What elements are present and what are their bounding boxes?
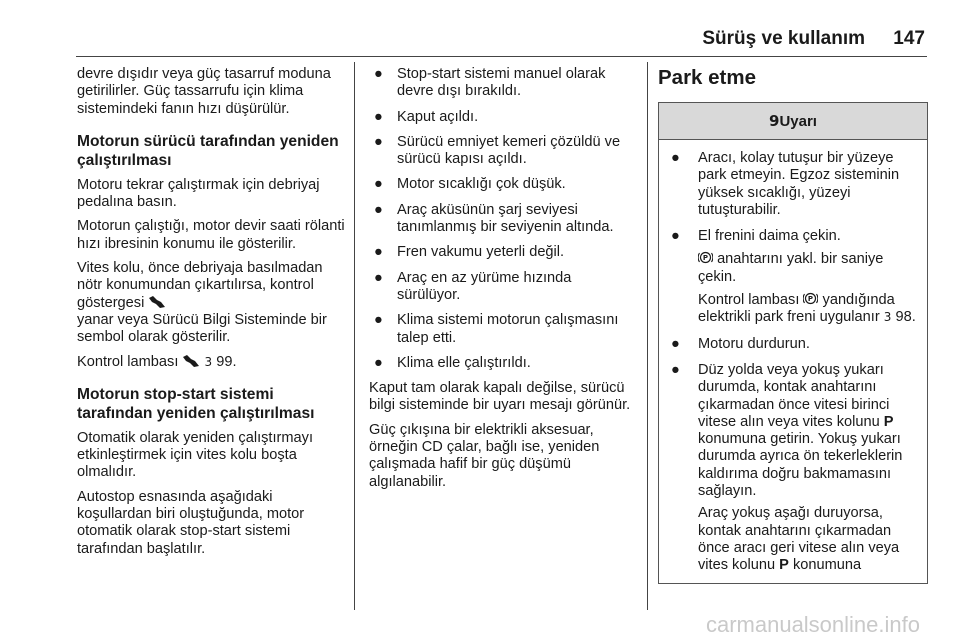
gear-p-label: P: [883, 413, 894, 430]
autostop-indicator-icon: [182, 354, 200, 368]
warning-label: Uyarı: [779, 113, 817, 130]
bullet: ●: [374, 269, 383, 286]
paragraph: Otomatik olarak yeniden çalıştırmayı etkinleştirmek için vites kolu boşta olmalıdır.: [77, 429, 314, 481]
sub-text: anahtarını yakl. bir saniye çekin.: [698, 251, 884, 285]
page-reference[interactable]: 99.: [216, 353, 237, 370]
list-item-text: Sürücü emniyet kemeri çözüldü ve sürücü kapısı açıldı.: [397, 133, 621, 168]
list-item: [369, 109, 637, 126]
list-item-text: El frenini daima çekin.: [698, 228, 841, 245]
list-item-text: konumuna getirin. Yokuş yukarı durumda ayrıca ön tekerleklerin kaldırıma doğru bakmamasını sağlayın.: [698, 431, 903, 500]
bullet: ●: [374, 108, 383, 125]
list-item: [369, 270, 637, 305]
heading-driver-restart: Motorun sürücü tarafından yeniden çalıştırılması: [77, 132, 339, 169]
list-item-text: Motor sıcaklığı çok düşük.: [397, 176, 566, 193]
list-item-text: Kaput açıldı.: [397, 108, 479, 125]
paragraph: [77, 260, 347, 312]
list-item: [665, 150, 921, 219]
sub-paragraph: [698, 250, 921, 286]
gear-p-label: P: [779, 557, 789, 574]
paragraph: Autostop esnasında aşağıdaki koşullardan biri oluştuğunda, motor otomatik olarak stop-start sistemi tarafından başlatılır.: [77, 488, 305, 557]
reference-arrow-icon: 3: [204, 354, 213, 369]
list-item-text: Motoru durdurun.: [698, 335, 810, 352]
bullet: ●: [671, 361, 680, 378]
heading-park-etme: Park etme: [658, 66, 757, 89]
heading-stopstart-restart: Motorun stop-start sistemi tarafından yeniden çalıştırılması: [77, 385, 315, 422]
column-1: [77, 66, 347, 565]
bullet: ●: [374, 244, 383, 261]
sub-text: Kontrol lambası: [698, 292, 800, 309]
bullet: ●: [374, 133, 383, 150]
paragraph-reference: [77, 354, 347, 371]
list-item: [665, 336, 921, 353]
bullet: ●: [374, 312, 383, 329]
list-item: [665, 228, 921, 326]
list-item-text: Stop-start sistemi manuel olarak devre dışı bırakıldı.: [397, 66, 606, 100]
svg-text:P: P: [808, 295, 814, 304]
warning-list: [659, 140, 927, 575]
bullet: ●: [374, 354, 383, 371]
list-item-text: Fren vakumu yeterli değil.: [397, 244, 565, 261]
paragraph: Kaput tam olarak kapalı değilse, sürücü bilgi sisteminde bir uyarı mesajı görünür.: [369, 380, 631, 414]
section-title: Sürüş ve kullanım: [702, 28, 865, 49]
list-item: [369, 202, 637, 237]
column-divider-1: [354, 62, 355, 610]
paragraph: devre dışıdır veya güç tasarruf moduna getirilirler. Güç tassarrufu için klima sistemindeki fanın hızı düşürülür.: [77, 66, 331, 117]
list-item-text: Düz yolda veya yokuş yukarı durumda, kontak anahtarını çıkarmadan önce vitesi birinci vitese alın veya vites kolunu: [698, 361, 890, 430]
column-2: [369, 66, 637, 498]
reference-arrow-icon: 3: [883, 310, 892, 325]
sub-paragraph: [698, 505, 921, 574]
warning-triangle-icon: 9: [769, 112, 780, 130]
bullet: ●: [671, 335, 680, 352]
list-item: [369, 244, 637, 261]
column-3: [658, 66, 928, 584]
list-item-text: Araç aküsünün şarj seviyesi tanımlanmış bir seviyenin altında.: [397, 201, 614, 236]
paragraph-text: Vites kolu, önce debriyaja basılmadan nötr konumundan çıkartılırsa, kontrol göstergesi: [77, 260, 323, 311]
bullet: ●: [671, 228, 680, 245]
list-item-text: Araç en az yürüme hızında sürülüyor.: [397, 269, 572, 303]
bullet: ●: [374, 201, 383, 218]
column-divider-2: [647, 62, 648, 610]
warning-box: [658, 102, 928, 584]
sub-paragraph: [698, 291, 921, 327]
autostop-indicator-icon: [148, 295, 166, 309]
list-item: [369, 176, 637, 193]
parking-brake-icon: [698, 250, 713, 265]
bullet: ●: [374, 176, 383, 193]
list-item-text: Aracı, kolay tutuşur bir yüzeye park etmeyin. Egzoz sisteminin yüksek sıcaklığı, yüzeyi tutuşturabilir.: [698, 150, 900, 218]
list-item: [369, 355, 637, 372]
paragraph: yanar veya Sürücü Bilgi Sisteminde bir sembol olarak gösterilir.: [77, 311, 327, 346]
restart-conditions-list: [369, 66, 637, 372]
svg-text:P: P: [702, 254, 709, 263]
sub-text: Araç yokuş aşağı duruyorsa, kontak anahtarını çıkarmadan önce aracı geri vitese alın veya vites kolunu: [698, 505, 900, 574]
paragraph: Motorun çalıştığı, motor devir saati rölanti hızı ibresinin konumu ile gösterilir.: [77, 218, 345, 252]
parking-brake-icon: [803, 291, 818, 306]
list-item: [369, 66, 637, 101]
header-rule: [76, 56, 927, 57]
list-item-text: Klima elle çalıştırıldı.: [397, 354, 531, 371]
paragraph: Güç çıkışına bir elektrikli aksesuar, örneğin CD çalar, bağlı ise, yeniden çalışmada hafif bir güç düşümü algılanabilir.: [369, 421, 600, 490]
list-item-text: Klima sistemi motorun çalışmasını talep etti.: [397, 312, 619, 346]
page-header: [76, 26, 927, 54]
warning-header: [659, 103, 927, 140]
bullet: ●: [374, 66, 383, 82]
list-item: [369, 134, 637, 169]
list-item: [369, 312, 637, 347]
watermark: carmanualsonline.info: [705, 612, 920, 637]
page-reference[interactable]: 98.: [895, 309, 916, 326]
bullet: ●: [671, 150, 680, 166]
list-item: [665, 362, 921, 575]
sub-text: yandığında elektrikli park freni uygulanır: [698, 292, 895, 326]
sub-text: konumuna: [792, 557, 862, 574]
page-number: 147: [893, 28, 925, 49]
paragraph: Motoru tekrar çalıştırmak için debriyaj pedalına basın.: [77, 176, 320, 211]
paragraph-text: Kontrol lambası: [77, 353, 179, 370]
